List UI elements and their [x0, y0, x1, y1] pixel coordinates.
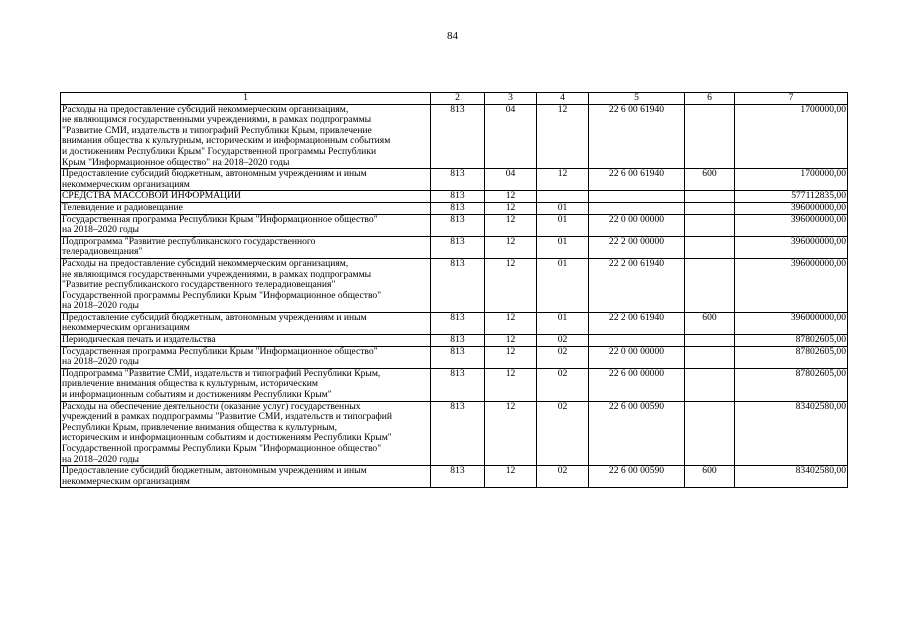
cell-amount: 396000000,00	[735, 214, 848, 236]
cell-subsection: 02	[537, 346, 589, 368]
cell-name: Предоставление субсидий бюджетным, автономным учреждениям и иным некоммерческим организациям	[61, 312, 431, 334]
cell-expense-type	[685, 258, 735, 312]
cell-section: 12	[485, 202, 537, 214]
cell-amount: 1700000,00	[735, 104, 848, 169]
table-row	[61, 202, 848, 214]
cell-expense-type: 600	[685, 466, 735, 488]
page-number: 84	[447, 30, 458, 42]
cell-subsection: 02	[537, 466, 589, 488]
cell-name: СРЕДСТВА МАССОВОЙ ИНФОРМАЦИИ	[61, 191, 431, 203]
cell-ministry-code: 813	[431, 191, 485, 203]
table-body	[61, 104, 848, 488]
cell-section: 12	[485, 401, 537, 466]
cell-section: 12	[485, 214, 537, 236]
cell-amount: 396000000,00	[735, 312, 848, 334]
cell-amount: 87802605,00	[735, 346, 848, 368]
cell-target-article	[589, 335, 685, 347]
cell-ministry-code: 813	[431, 169, 485, 191]
table-row	[61, 368, 848, 401]
table-row	[61, 169, 848, 191]
cell-section: 12	[485, 236, 537, 258]
table-row	[61, 258, 848, 312]
cell-expense-type	[685, 335, 735, 347]
table-row	[61, 346, 848, 368]
cell-section: 12	[485, 368, 537, 401]
cell-section: 04	[485, 169, 537, 191]
cell-name: Предоставление субсидий бюджетным, автономным учреждениям и иным некоммерческим организациям	[61, 169, 431, 191]
cell-expense-type	[685, 191, 735, 203]
column-header: 5	[589, 93, 685, 105]
cell-target-article: 22 6 00 61940	[589, 169, 685, 191]
column-header: 7	[735, 93, 848, 105]
cell-expense-type	[685, 202, 735, 214]
cell-name: Подпрограмма "Развитие республиканского государственного телерадиовещания"	[61, 236, 431, 258]
header-row	[61, 93, 848, 105]
cell-ministry-code: 813	[431, 236, 485, 258]
column-header: 3	[485, 93, 537, 105]
cell-ministry-code: 813	[431, 335, 485, 347]
cell-ministry-code: 813	[431, 401, 485, 466]
cell-expense-type	[685, 401, 735, 466]
cell-name: Расходы на предоставление субсидий некоммерческим организациям, не являющимся государственными учреждениями, в рамках подпрограммы "Развитие СМИ, издательств и типографий Республики Крым, привлечение внимания общества к культурным, историческим и информационным событиям и достижениям Республики Крым" Государственной программы Республики Крым "Информационное общество" на 2018–2020 годы	[61, 104, 431, 169]
cell-subsection: 12	[537, 104, 589, 169]
column-header: 2	[431, 93, 485, 105]
cell-expense-type	[685, 214, 735, 236]
cell-ministry-code: 813	[431, 104, 485, 169]
cell-section: 12	[485, 258, 537, 312]
cell-section: 12	[485, 346, 537, 368]
table-row	[61, 104, 848, 169]
table-row	[61, 335, 848, 347]
cell-ministry-code: 813	[431, 368, 485, 401]
cell-expense-type	[685, 236, 735, 258]
table-row	[61, 236, 848, 258]
table-row	[61, 312, 848, 334]
cell-target-article: 22 6 00 00590	[589, 466, 685, 488]
cell-amount: 1700000,00	[735, 169, 848, 191]
cell-ministry-code: 813	[431, 202, 485, 214]
cell-subsection: 01	[537, 214, 589, 236]
cell-target-article: 22 6 00 00590	[589, 401, 685, 466]
cell-expense-type	[685, 104, 735, 169]
cell-subsection: 01	[537, 236, 589, 258]
table-row	[61, 466, 848, 488]
column-header: 6	[685, 93, 735, 105]
table-row	[61, 214, 848, 236]
cell-amount: 396000000,00	[735, 258, 848, 312]
cell-ministry-code: 813	[431, 312, 485, 334]
cell-name: Расходы на обеспечение деятельности (оказание услуг) государственных учреждений в рамках подпрограммы "Развитие СМИ, издательств и типографий Республики Крым, привлечение внимания общества к культурным, историческим и информационным событиям и достижениям Республики Крым" Государственной программы Республики Крым "Информационное общество" на 2018–2020 годы	[61, 401, 431, 466]
column-header: 4	[537, 93, 589, 105]
cell-target-article: 22 2 00 61940	[589, 312, 685, 334]
cell-amount: 577112835,00	[735, 191, 848, 203]
cell-expense-type: 600	[685, 169, 735, 191]
cell-target-article: 22 0 00 00000	[589, 346, 685, 368]
cell-target-article: 22 2 00 00000	[589, 236, 685, 258]
cell-ministry-code: 813	[431, 346, 485, 368]
cell-subsection: 01	[537, 202, 589, 214]
cell-ministry-code: 813	[431, 214, 485, 236]
cell-amount: 83402580,00	[735, 401, 848, 466]
cell-amount: 396000000,00	[735, 202, 848, 214]
cell-ministry-code: 813	[431, 466, 485, 488]
budget-table	[60, 92, 848, 488]
cell-subsection	[537, 191, 589, 203]
cell-name: Государственная программа Республики Крым "Информационное общество" на 2018–2020 годы	[61, 346, 431, 368]
cell-section: 12	[485, 466, 537, 488]
cell-expense-type	[685, 368, 735, 401]
cell-subsection: 01	[537, 258, 589, 312]
cell-name: Телевидение и радиовещание	[61, 202, 431, 214]
cell-amount: 396000000,00	[735, 236, 848, 258]
cell-name: Подпрограмма "Развитие СМИ, издательств и типографий Республики Крым, привлечение внимания общества к культурным, историческим и информационным событиям и достижениям Республики Крым"	[61, 368, 431, 401]
cell-name: Предоставление субсидий бюджетным, автономным учреждениям и иным некоммерческим организациям	[61, 466, 431, 488]
cell-amount: 87802605,00	[735, 368, 848, 401]
cell-subsection: 02	[537, 335, 589, 347]
cell-amount: 83402580,00	[735, 466, 848, 488]
cell-subsection: 02	[537, 368, 589, 401]
cell-target-article: 22 6 00 61940	[589, 104, 685, 169]
cell-name: Расходы на предоставление субсидий некоммерческим организациям, не являющимся государственными учреждениями, в рамках подпрограммы "Развитие республиканского государственного телерадиовещания" Государственной программы Республики Крым "Информационное общество" на 2018–2020 годы	[61, 258, 431, 312]
cell-name: Периодическая печать и издательства	[61, 335, 431, 347]
cell-section: 12	[485, 312, 537, 334]
cell-subsection: 02	[537, 401, 589, 466]
cell-expense-type	[685, 346, 735, 368]
cell-target-article: 22 0 00 00000	[589, 214, 685, 236]
column-header: 1	[61, 93, 431, 105]
cell-section: 12	[485, 335, 537, 347]
cell-target-article	[589, 191, 685, 203]
cell-target-article: 22 6 00 00000	[589, 368, 685, 401]
cell-subsection: 12	[537, 169, 589, 191]
cell-expense-type: 600	[685, 312, 735, 334]
cell-ministry-code: 813	[431, 258, 485, 312]
cell-section: 04	[485, 104, 537, 169]
cell-subsection: 01	[537, 312, 589, 334]
cell-amount: 87802605,00	[735, 335, 848, 347]
table-row	[61, 191, 848, 203]
table-row	[61, 401, 848, 466]
cell-target-article	[589, 202, 685, 214]
cell-name: Государственная программа Республики Крым "Информационное общество" на 2018–2020 годы	[61, 214, 431, 236]
cell-section: 12	[485, 191, 537, 203]
cell-target-article: 22 2 00 61940	[589, 258, 685, 312]
